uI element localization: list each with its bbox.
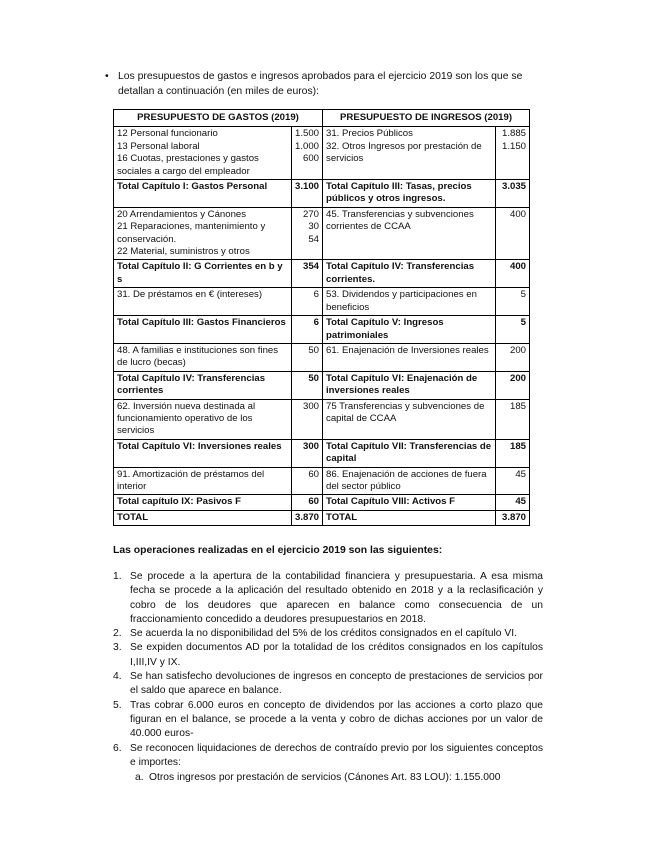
ingresos-amount-cell: 45: [496, 467, 530, 495]
budget-total-row: [114, 180, 530, 208]
gastos-amount-cell: 300: [292, 399, 323, 439]
operation-text: Se procede a la apertura de la contabilidad financiera y presupuestaria. A esa misma fecha se procede a la aplicación del resultado obtenido en 2018 y a la reclasificación y cobro de los deudores que aparecen en balance como consecuencia de un fraccionamiento concedido a deudores presupuestarios en 2018.: [130, 571, 543, 625]
ingresos-concept-cell: 86. Enajenación de acciones de fuera del sector público: [323, 467, 496, 495]
gastos-amount-cell: 354: [292, 260, 323, 288]
gastos-amount-cell: 300: [292, 439, 323, 467]
intro-text: Los presupuestos de gastos e ingresos aprobados para el ejercicio 2019 son los que se detallan a continuación (en miles de euros):: [118, 71, 523, 97]
gastos-concept-cell: Total Capítulo III: Gastos Financieros: [114, 316, 292, 344]
gastos-concept-cell: Total Capítulo IV: Transferencias corrientes: [114, 371, 292, 399]
operation-item: [113, 570, 543, 627]
gastos-concept-cell: 20 Arrendamientos y Cánones 21 Reparaciones, mantenimiento y conservación. 22 Material, suministros y otros: [114, 207, 292, 260]
operation-item: [113, 699, 543, 742]
gastos-concept-cell: Total Capítulo II: G Corrientes en b y s: [114, 260, 292, 288]
gastos-amount-cell: 270 30 54: [292, 207, 323, 260]
ingresos-concept-cell: TOTAL: [323, 510, 496, 525]
gastos-concept-cell: Total capítulo IX: Pasivos F: [114, 495, 292, 510]
operation-item: [113, 670, 543, 699]
ingresos-amount-cell: 5: [496, 288, 530, 316]
ingresos-concept-cell: Total Capítulo V: Ingresos patrimoniales: [323, 316, 496, 344]
operation-item: [113, 627, 543, 641]
operation-text: Se han satisfecho devoluciones de ingresos en concepto de prestaciones de servicios por el saldo que aparece en balance.: [130, 671, 543, 697]
gastos-amount-cell: 1.500 1.000 600: [292, 127, 323, 180]
ingresos-concept-cell: 53. Dividendos y participaciones en beneficios: [323, 288, 496, 316]
budget-total-row: [114, 439, 530, 467]
ingresos-amount-cell: 45: [496, 495, 530, 510]
operation-subitem-text: Otros ingresos por prestación de servicios (Cánones Art. 83 LOU): 1.155.000: [149, 772, 501, 784]
operation-number: 3.: [113, 642, 122, 654]
ingresos-amount-cell: 185: [496, 399, 530, 439]
gastos-amount-cell: 3.100: [292, 180, 323, 208]
budget-total-row: [114, 495, 530, 510]
budget-row: [114, 288, 530, 316]
budget-table: [113, 109, 530, 526]
budget-total-row: [114, 260, 530, 288]
operation-subitem: [113, 771, 543, 785]
gastos-concept-cell: Total Capítulo VI: Inversiones reales: [114, 439, 292, 467]
operation-number: 5.: [113, 699, 122, 711]
operation-text: Se reconocen liquidaciones de derechos de contraído previo por los siguientes conceptos e importes:: [130, 742, 543, 768]
gastos-amount-cell: 6: [292, 288, 323, 316]
ingresos-concept-cell: Total Capítulo III: Tasas, precios públicos y otros ingresos.: [323, 180, 496, 208]
gastos-concept-cell: 48. A familias e instituciones son fines de lucro (becas): [114, 343, 292, 371]
operation-text: Tras cobrar 6.000 euros en concepto de dividendos por las acciones a corto plazo que figuran en el balance, se procede a la venta y cobro de dichas acciones por un valor de 40.000 euros-: [130, 699, 543, 740]
ingresos-concept-cell: 75 Transferencias y subvenciones de capital de CCAA: [323, 399, 496, 439]
budget-row: [114, 343, 530, 371]
ingresos-amount-cell: 185: [496, 439, 530, 467]
ingresos-amount-cell: 5: [496, 316, 530, 344]
ingresos-concept-cell: 31. Precios Públicos 32. Otros Ingresos por prestación de servicios: [323, 127, 496, 180]
operation-text: Se acuerda la no disponibilidad del 5% de los créditos consignados en el capítulo VI.: [130, 628, 517, 640]
operation-number: 2.: [113, 628, 122, 640]
budget-total-row: [114, 316, 530, 344]
operation-item: [113, 742, 543, 771]
ingresos-amount-cell: 3.035: [496, 180, 530, 208]
gastos-concept-cell: Total Capítulo I: Gastos Personal: [114, 180, 292, 208]
bullet-icon: •: [105, 71, 109, 82]
operation-subitem-letter: a.: [135, 772, 144, 784]
budget-row: [114, 399, 530, 439]
budget-total-row: [114, 371, 530, 399]
gastos-amount-cell: 60: [292, 495, 323, 510]
budget-row: [114, 207, 530, 260]
budget-row: [114, 467, 530, 495]
gastos-amount-cell: 3.870: [292, 510, 323, 525]
gastos-concept-cell: 31. De préstamos en € (intereses): [114, 288, 292, 316]
ingresos-amount-cell: 400: [496, 260, 530, 288]
budget-total-row: [114, 510, 530, 525]
budget-body: [114, 127, 530, 526]
budget-header-row: [114, 110, 530, 127]
ingresos-concept-cell: Total Capítulo VI: Enajenación de inversiones reales: [323, 371, 496, 399]
operation-number: 6.: [113, 742, 122, 754]
gastos-amount-cell: 60: [292, 467, 323, 495]
operations-list: [113, 570, 543, 785]
operations-title: Las operaciones realizadas en el ejercicio 2019 son las siguientes:: [113, 545, 443, 556]
ingresos-amount-cell: 200: [496, 371, 530, 399]
header-gastos: PRESUPUESTO DE GASTOS (2019): [114, 110, 323, 127]
ingresos-concept-cell: Total Capítulo VIII: Activos F: [323, 495, 496, 510]
gastos-concept-cell: 12 Personal funcionario 13 Personal laboral 16 Cuotas, prestaciones y gastos sociales a cargo del empleador: [114, 127, 292, 180]
gastos-concept-cell: TOTAL: [114, 510, 292, 525]
operation-text: Se expiden documentos AD por la totalidad de los créditos consignados en los capítulos I,III,IV y IX.: [130, 642, 543, 668]
ingresos-concept-cell: 45. Transferencias y subvenciones corrientes de CCAA: [323, 207, 496, 260]
ingresos-amount-cell: 400: [496, 207, 530, 260]
ingresos-amount-cell: 1.885 1.150: [496, 127, 530, 180]
operation-number: 4.: [113, 671, 122, 683]
operation-number: 1.: [113, 571, 122, 582]
budget-row: [114, 127, 530, 180]
ingresos-concept-cell: 61. Enajenación de Inversiones reales: [323, 343, 496, 371]
gastos-concept-cell: 62. Inversión nueva destinada al funcionamiento operativo de los servicios: [114, 399, 292, 439]
intro-paragraph: [105, 70, 548, 99]
ingresos-concept-cell: Total Capítulo VII: Transferencias de capital: [323, 439, 496, 467]
gastos-concept-cell: 91. Amortización de préstamos del interior: [114, 467, 292, 495]
ingresos-amount-cell: 3.870: [496, 510, 530, 525]
gastos-amount-cell: 6: [292, 316, 323, 344]
ingresos-amount-cell: 200: [496, 343, 530, 371]
gastos-amount-cell: 50: [292, 343, 323, 371]
operation-item: [113, 641, 543, 670]
ingresos-concept-cell: Total Capítulo IV: Transferencias corrientes.: [323, 260, 496, 288]
header-ingresos: PRESUPUESTO DE INGRESOS (2019): [323, 110, 530, 127]
gastos-amount-cell: 50: [292, 371, 323, 399]
